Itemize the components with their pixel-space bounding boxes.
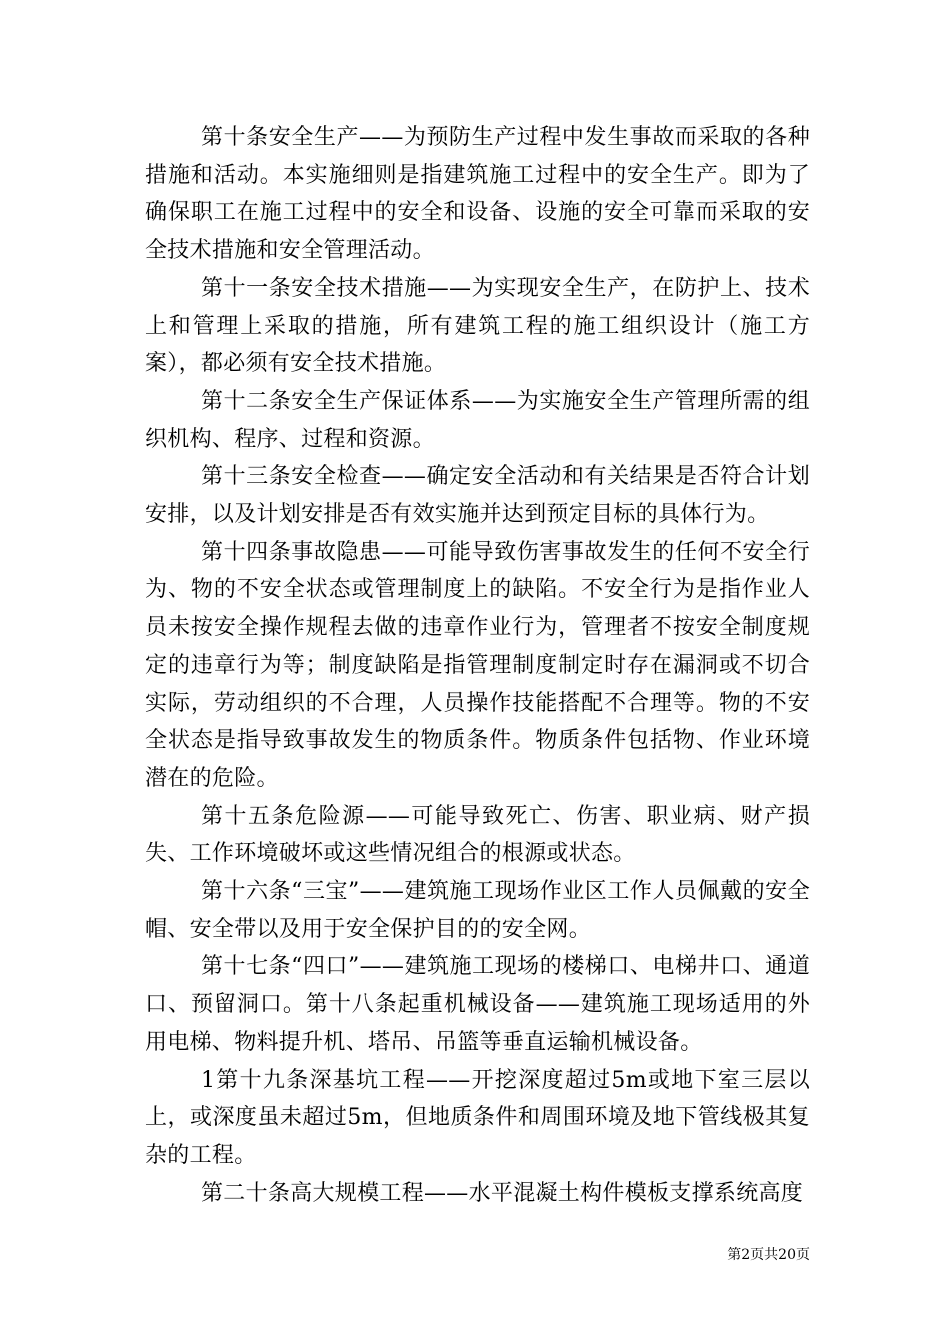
paragraph-article-17-18: 第十七条“四口”——建筑施工现场的楼梯口、电梯井口、通道口、预留洞口。第十八条起重机械设备——建筑施工现场适用的外用电梯、物料提升机、塔吊、吊篮等垂直运输机械设备。 <box>145 954 810 1055</box>
paragraph-article-16: 第十六条“三宝”——建筑施工现场作业区工作人员佩戴的安全帽、安全带以及用于安全保护目的的安全网。 <box>145 879 810 942</box>
paragraph-article-12: 第十二条安全生产保证体系——为实施安全生产管理所需的组织机构、程序、过程和资源。 <box>145 388 810 452</box>
paragraph-article-19: 1第十九条深基坑工程——开挖深度超过5m或地下室三层以上，或深度虽未超过5m，但地质条件和周围环境及地下管线极其复杂的工程。 <box>145 1067 810 1168</box>
paragraph-article-20: 第二十条高大规模工程——水平混凝土构件模板支撑系统高度 <box>201 1180 804 1206</box>
paragraph-article-15: 第十五条危险源——可能导致死亡、伤害、职业病、财产损失、工作环境破坏或这些情况组合的根源或状态。 <box>145 803 810 867</box>
paragraph-article-13: 第十三条安全检查——确定安全活动和有关结果是否符合计划安排，以及计划安排是否有效实施并达到预定目标的具体行为。 <box>145 464 810 528</box>
paragraph-article-11: 第十一条安全技术措施——为实现安全生产，在防护上、技术上和管理上采取的措施，所有建筑工程的施工组织设计（施工方案），都必须有安全技术措施。 <box>145 275 810 377</box>
paragraph-article-10: 第十条安全生产——为预防生产过程中发生事故而采取的各种措施和活动。本实施细则是指建筑施工过程中的安全生产。即为了确保职工在施工过程中的安全和设备、设施的安全可靠而采取的安全技术措施和安全管理活动。 <box>145 125 810 264</box>
document-body <box>145 119 810 1212</box>
page-number-footer: 第2页共20页 <box>727 1247 810 1263</box>
paragraph-article-14: 第十四条事故隐患——可能导致伤害事故发生的任何不安全行为、物的不安全状态或管理制度上的缺陷。不安全行为是指作业人员未按安全操作规程去做的违章作业行为，管理者不按安全制度规定的违章行为等；制度缺陷是指管理制度制定时存在漏洞或不切合实际，劳动组织的不合理，人员操作技能搭配不合理等。物的不安全状态是指导致事故发生的物质条件。物质条件包括物、作业环境潜在的危险。 <box>145 539 810 791</box>
